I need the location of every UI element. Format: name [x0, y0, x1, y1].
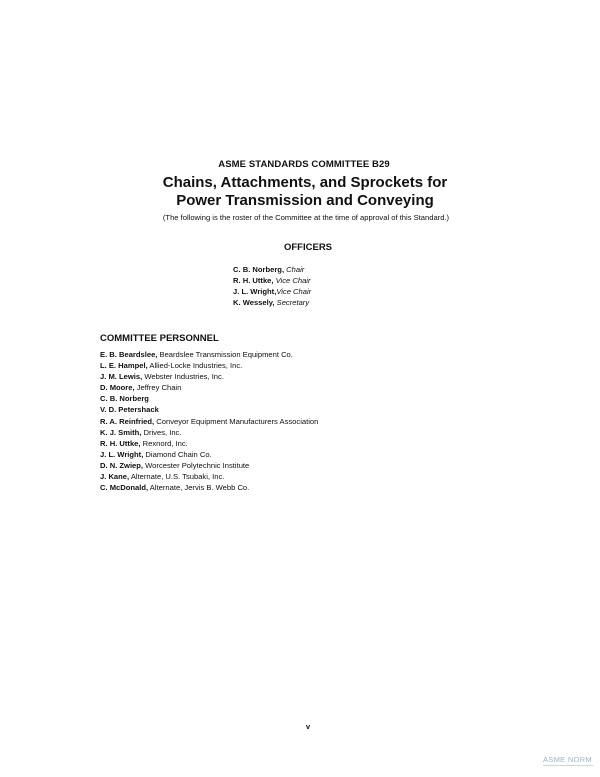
member-affiliation: Alternate, Jervis B. Webb Co.	[148, 483, 250, 493]
member-name: D. Moore,	[100, 383, 135, 393]
member-affiliation: Alternate, U.S. Tsubaki, Inc.	[129, 472, 225, 482]
member-name: J. M. Lewis,	[100, 372, 143, 382]
officers-list	[233, 264, 311, 308]
member-affiliation: Jeffrey Chain	[134, 383, 182, 393]
personnel-entry	[100, 438, 318, 449]
header-block	[0, 159, 600, 210]
personnel-entry	[100, 427, 318, 438]
roster-note: (The following is the roster of the Committee at the time of approval of this Standard.)	[162, 213, 450, 222]
personnel-entry	[100, 349, 318, 360]
member-name: J. Kane,	[100, 472, 130, 482]
document-title	[10, 174, 600, 210]
officer-role: Secretary	[274, 298, 310, 307]
committee-personnel-heading: COMMITTEE PERSONNEL	[100, 333, 219, 344]
member-affiliation: Diamond Chain Co.	[143, 449, 212, 459]
personnel-entry	[100, 404, 318, 415]
member-affiliation: Worcester Polytechnic Institute	[143, 460, 250, 470]
member-name: C. B. Norberg	[100, 394, 149, 404]
watermark-underline	[543, 765, 593, 766]
member-name: K. J. Smith,	[100, 427, 142, 437]
member-name: C. McDonald,	[100, 483, 149, 493]
personnel-entry	[100, 371, 318, 382]
officer-name: R. H. Uttke,	[233, 276, 274, 285]
officer-entry	[233, 264, 311, 275]
personnel-entry	[100, 416, 318, 427]
personnel-entry	[100, 460, 318, 471]
personnel-entry	[100, 382, 318, 393]
personnel-entry	[100, 449, 318, 460]
officer-role: Vice Chair	[276, 287, 312, 296]
committee-name: ASME STANDARDS COMMITTEE B29	[218, 159, 390, 170]
member-affiliation: Drives, Inc.	[141, 427, 182, 437]
committee-personnel-list	[100, 349, 318, 493]
personnel-entry	[100, 482, 318, 493]
officer-role: Chair	[284, 265, 305, 274]
title-line-2: Power Transmission and Conveying	[176, 192, 434, 209]
member-name: D. N. Zwiep,	[100, 460, 144, 470]
member-name: V. D. Petershack	[100, 405, 159, 415]
title-line-1: Chains, Attachments, and Sprockets for	[162, 174, 448, 191]
page-number: v	[305, 722, 311, 731]
personnel-entry	[100, 360, 318, 371]
member-affiliation: Rexnord, Inc.	[140, 438, 188, 448]
officer-entry	[233, 286, 311, 297]
member-name: R. H. Uttke,	[100, 438, 141, 448]
member-name: R. A. Reinfried,	[100, 416, 155, 426]
member-affiliation: Beardslee Transmission Equipment Co.	[157, 350, 293, 359]
watermark: ASME NORM	[543, 755, 592, 764]
member-name: J. L. Wright,	[100, 449, 144, 459]
officer-entry	[233, 275, 311, 286]
personnel-entry	[100, 393, 318, 404]
officer-role: Vice Chair	[273, 276, 311, 285]
member-affiliation: Webster Industries, Inc.	[142, 372, 224, 382]
personnel-entry	[100, 471, 318, 482]
officer-name: C. B. Norberg,	[233, 265, 285, 274]
officers-heading: OFFICERS	[283, 242, 333, 253]
member-affiliation: Conveyor Equipment Manufacturers Association	[154, 416, 319, 426]
member-name: E. B. Beardslee,	[100, 350, 158, 359]
officer-entry	[233, 297, 311, 308]
member-affiliation: Allied-Locke Industries, Inc.	[147, 361, 243, 371]
officer-name: K. Wessely,	[233, 298, 275, 307]
member-name: L. E. Hampel,	[100, 361, 148, 371]
officer-name: J. L. Wright,	[233, 287, 277, 296]
